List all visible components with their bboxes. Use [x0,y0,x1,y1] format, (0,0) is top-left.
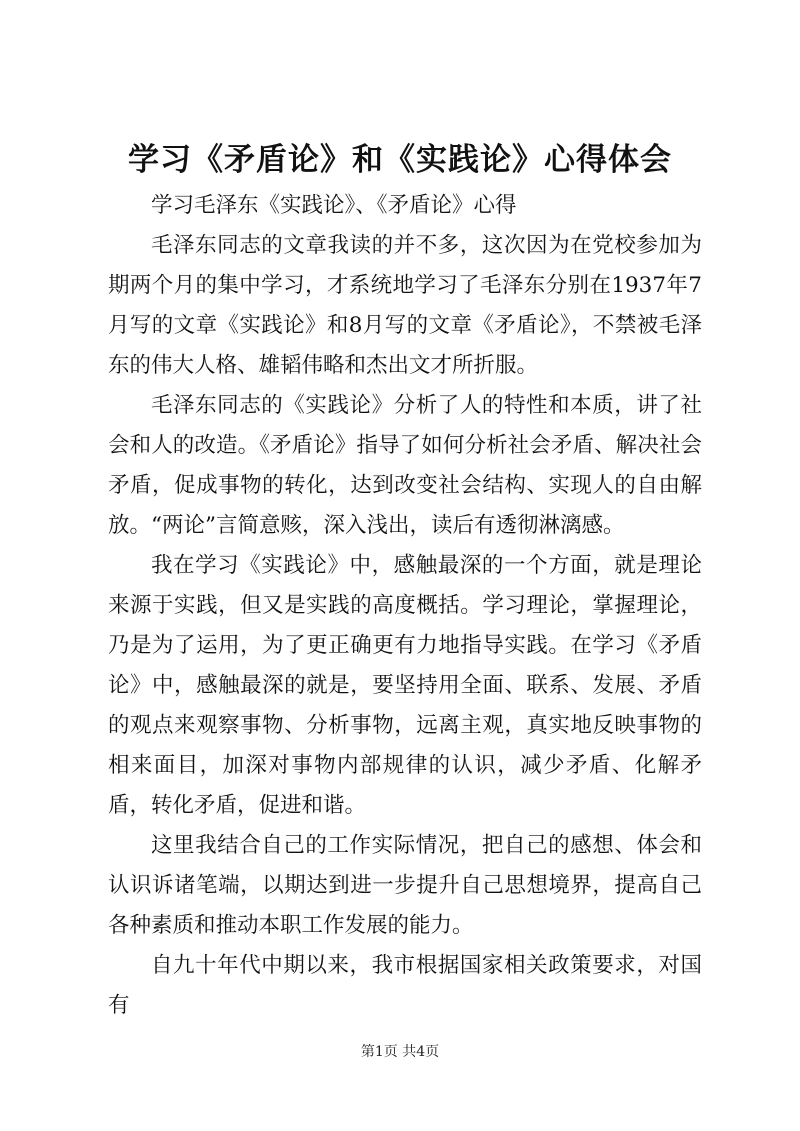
subtitle-paragraph: 学习毛泽东《实践论》、《矛盾论》心得 [151,193,517,218]
document-title: 学习《矛盾论》和《实践论》心得体会 [128,142,672,178]
body-paragraph-3: 我在学习《实践论》中，感触最深的一个方面，就是理论来源于实践，但又是实践的高度概括。学习理论，掌握理论，乃是为了运用，为了更正确更有力地指导实践。在学习《矛盾论》中，感触最深的就是，要坚持用全面、联系、发展、矛盾的观点来观察事物、分析事物，远离主观，真实地反映事物的相来面目，加深对事物内部规律的认识，减少矛盾、化解矛盾，转化矛盾，促进和谐。 [108,553,702,818]
body-paragraph-4: 这里我结合自己的工作实际情况，把自己的感想、体会和认识诉诸笔端，以期达到进一步提升自己思想境界，提高自己各种素质和推动本职工作发展的能力。 [108,833,702,938]
body-paragraph-1: 毛泽东同志的文章我读的并不多，这次因为在党校参加为期两个月的集中学习，才系统地学习了毛泽东分别在1937年7月写的文章《实践论》和8月写的文章《矛盾论》，不禁被毛泽东的伟大人格、雄韬伟略和杰出文才所折服。 [108,233,702,378]
document-body [108,186,702,1026]
page-number-footer: 第1页 共4页 [360,1044,440,1060]
body-paragraph-5: 自九十年代中期以来，我市根据国家相关政策要求，对国有 [108,953,702,1018]
body-paragraph-2: 毛泽东同志的《实践论》分析了人的特性和本质，讲了社会和人的改造。《矛盾论》指导了如何分析社会矛盾、解决社会矛盾，促成事物的转化，达到改变社会结构、实现人的自由解放。“两论”言简意赅，深入浅出，读后有透彻淋漓感。 [108,393,702,538]
